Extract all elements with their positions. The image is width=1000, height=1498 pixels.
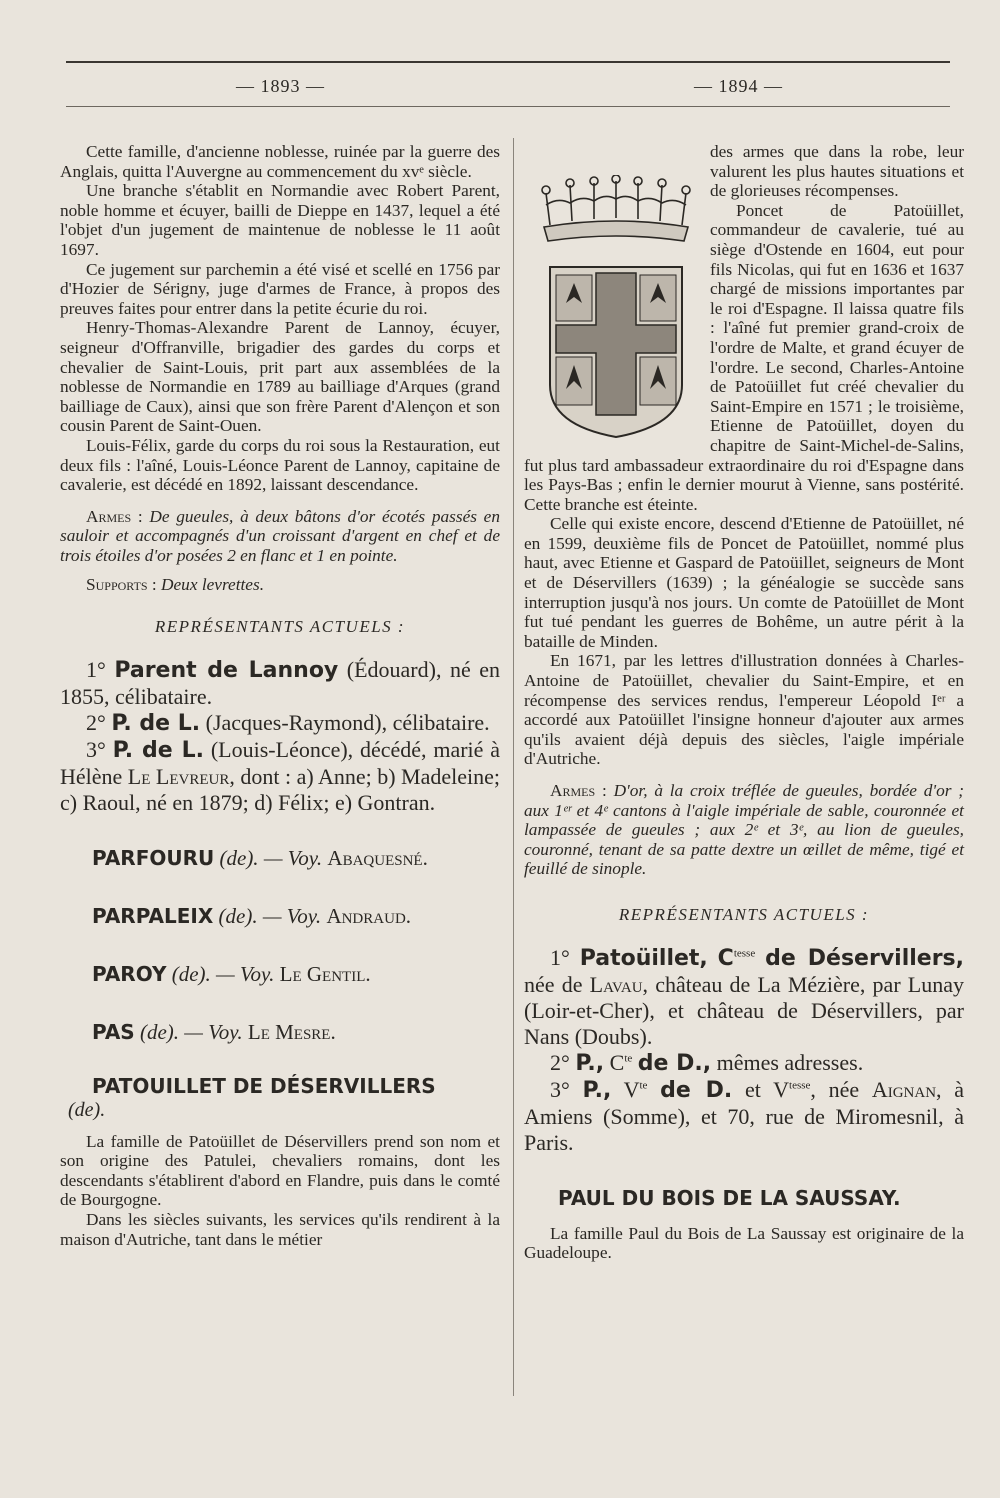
- list-item: 3° P. de L. (Louis-Léonce), décédé, marié à Hélène Le Levreur, dont : a) Anne; b) Madeleine; c) Raoul, né en 1879; d) Félix; e) Gontran.: [60, 736, 501, 815]
- list-item: 2° P. de L. (Jacques-Raymond), célibataire.: [86, 709, 490, 736]
- paragraph: En 1671, par les lettres d'illustration données à Charles-Antoine de Patoüillet, chevalier du Saint-Empire, et en récompense des services rendus, l'empereur Léopold Iᵉʳ a accordé aux Patoüillet l'insigne honneur d'ajouter aux armes qu'ils avaient déjà depuis des siècles, l'aigle impériale d'Autriche.: [524, 651, 964, 769]
- paragraph: des armes que dans la robe, leur valurent les plus hautes situations et de glorieuses récompenses.: [710, 142, 964, 201]
- cross-references: [60, 846, 500, 1044]
- image-float-spacer: [524, 142, 710, 448]
- list-item: 2° P., $C^{te}$ de D., mêmes adresses.: [550, 1049, 864, 1076]
- representatives-list: [524, 945, 964, 1156]
- left-page-number: — 1893 —: [236, 76, 325, 96]
- supports-text: Deux levrettes.: [161, 575, 265, 595]
- armes-text: D'or, à la croix tréflée de gueules, bordée d'or ; aux 1ᵉʳ et 4ᵉ cantons à l'aigle impériale de sable, couronnée et lampassée de gueules ; aux 2ᵉ et 3ᵉ, au lion de gueules, couronné, tenant de sa patte dextre un œillet de même, tigé et feuillé de sinople.: [524, 781, 965, 879]
- section-heading: PAUL DU BOIS DE LA SAUSSAY.: [558, 1185, 901, 1210]
- supports-paragraph: [60, 575, 500, 595]
- armes-paragraph: [524, 781, 964, 879]
- representatives-title: REPRÉSENTANTS ACTUELS :: [618, 904, 870, 924]
- paragraph: Louis-Félix, garde du corps du roi sous la Restauration, eut deux fils : l'aîné, Louis-Léonce Parent de Lannoy, capitaine de cavalerie, est décédé en 1892, laissant descendance.: [60, 435, 500, 495]
- paragraph: La famille de Patoüillet de Déservillers prend son nom et son origine des Patulei, chevaliers romains, dont les descendants s'établirent d'abord en Flandre, puis dans le comté de Bourgogne.: [60, 1131, 500, 1210]
- paragraph: Henry-Thomas-Alexandre Parent de Lannoy, écuyer, seigneur d'Offranville, brigadier des gardes du corps et chevalier de Saint-Louis, prit part aux assemblées de la noblesse de Normandie en 1789 au bailliage d'Arques (grand bailliage de Caux), ainsi que son frère Parent d'Alençon et son cousin Parent de Saint-Ouen.: [60, 318, 500, 436]
- armes-text: De gueules, à deux bâtons d'or écotés passés en sauloir et accompagnés d'un croissant d'argent en chef et de trois étoiles d'or posées 2 en flanc et 1 en pointe.: [60, 506, 500, 565]
- armes-label: Armes :: [86, 506, 143, 526]
- armes-paragraph: [60, 507, 500, 566]
- paragraph: La famille Paul du Bois de La Saussay est originaire de la Guadeloupe.: [524, 1223, 964, 1263]
- representative-name: P.,: [575, 1050, 605, 1076]
- paragraph: Une branche s'établit en Normandie avec Robert Parent, noble homme et écuyer, bailli de Dieppe en 1437, lequel a été l'objet d'un jugement de maintenue de noblesse le 11 août 1697.: [60, 181, 500, 259]
- paragraph: Dans les siècles suivants, les services qu'ils rendirent à la maison d'Autriche, tant dans le métier: [60, 1210, 500, 1249]
- right-page-number: — 1894 —: [694, 76, 783, 96]
- representative-name: Patoüillet,: [579, 945, 708, 971]
- section-heading-particle: (de).: [68, 1098, 106, 1121]
- paragraph: Celle qui existe encore, descend d'Etienne de Patoüillet, né en 1599, deuxième fils de Poncet de Patoüillet, nommé plus haut, avec Etienne et Gaspard de Patoüillet, seigneurs de Mont et de Déservillers (1639) ; la généalogie se succède sans interruption jusqu'à nos jours. Un comte de Patoüillet de Mont fut tué pendant les guerres de Bohême, un autre périt à la bataille de Minden.: [524, 514, 964, 651]
- left-column: [60, 142, 500, 1249]
- list-item: 1° Parent de Lannoy (Édouard), né en 1855, célibataire.: [60, 656, 500, 709]
- representatives-title: REPRÉSENTANTS ACTUELS :: [154, 617, 406, 637]
- supports-label: Supports :: [86, 575, 157, 595]
- representative-name: P. de L.: [111, 710, 201, 736]
- cross-reference: PAS (de). — Voy. Le Mesre.: [92, 1019, 336, 1044]
- cross-reference: PAROY (de). — Voy. Le Gentil.: [92, 961, 371, 986]
- representative-name: P. de L.: [112, 737, 205, 763]
- representatives-list: [60, 657, 500, 816]
- list-item: 3° P., $V^{te}$ de D. et $V^{tesse}$, née Aignan, à Amiens (Somme), et 70, rue de Miromesnil, à Paris.: [524, 1076, 964, 1155]
- header-rule: [66, 106, 950, 107]
- paragraph: Cette famille, d'ancienne noblesse, ruinée par la guerre des Anglais, quitta l'Auvergne au commencement du xvᵉ siècle.: [60, 142, 500, 181]
- representative-name: P.,: [582, 1077, 612, 1103]
- right-column: [524, 142, 964, 1263]
- section-heading: PATOUILLET DE DÉSERVILLERS: [92, 1073, 436, 1098]
- cross-reference: PARFOURU (de). — Voy. Abaquesné.: [92, 845, 428, 870]
- top-rule: [66, 61, 950, 63]
- cross-reference: PARPALEIX (de). — Voy. Andraud.: [92, 903, 412, 928]
- paragraph: Poncet de Patoüillet, commandeur de cavalerie, tué au siège d'Ostende en 1604, eut pour fils Nicolas, qui fut en 1636 et 1637 chargé de missions importantes par le roi d'Espagne. Il laissa quatre fils : l'aîné fut premier grand-croix de l'ordre de Malte, et grand écuyer de l'ordre. Le second, Charles-Antoine de Patoüillet fut créé chevalier du Saint-Empire en 1571 ; le troisième, Etienne de Patoüillet, doyen du chapitre de Saint-Michel-de-Salins, fut plus tard ambassadeur extraordinaire du roi d'Espagne dans les Pays-Bas ; enfin le dernier mourut à Vienne, sans postérité. Cette branche est éteinte.: [524, 200, 964, 514]
- armes-label: Armes :: [550, 781, 607, 800]
- paragraph: Ce jugement sur parchemin a été visé et scellé en 1756 par d'Hozier de Sérigny, juge d'armes de France, à propos des preuves faites pour entrer dans la petite écurie du roi.: [60, 259, 500, 318]
- list-item: 1° Patoüillet, $C^{tesse}$ de Déservillers, née de Lavau, château de La Mézière, par Lunay (Loir-et-Cher), et château de Déservillers, par Nans (Doubs).: [524, 944, 965, 1049]
- representative-name: Parent de Lannoy: [114, 657, 339, 683]
- column-divider: [513, 138, 514, 1396]
